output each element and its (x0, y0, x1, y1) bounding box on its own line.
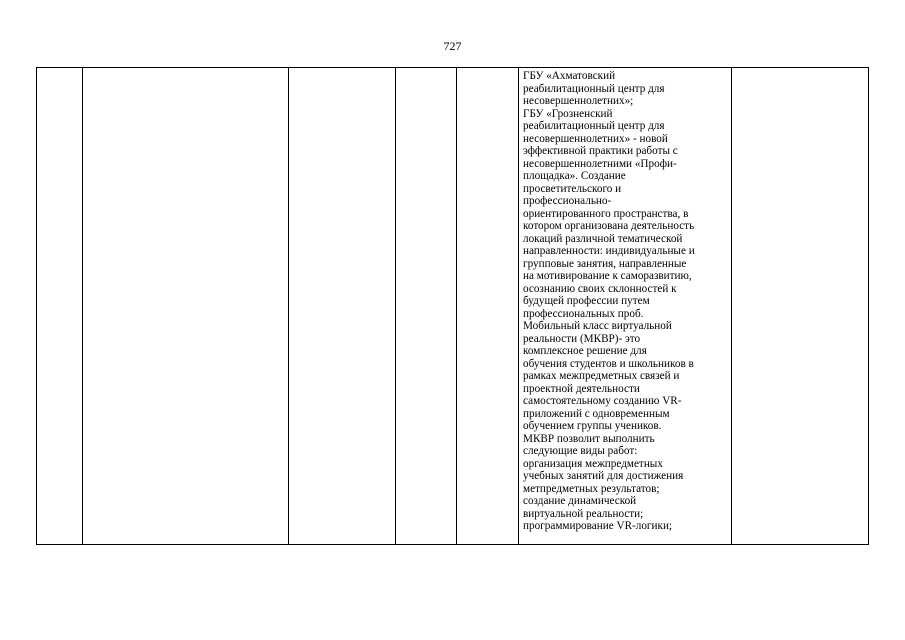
description-text (519, 68, 731, 533)
description-line: обучения студентов и школьников в (523, 357, 694, 370)
description-line: реабилитационный центр для (523, 120, 665, 132)
description-line: будущей профессии путем (523, 295, 650, 307)
description-line: следующие виды работ: (523, 445, 638, 457)
page-number: 727 (443, 39, 462, 53)
description-line: ГБУ «Ахматовский (523, 70, 616, 82)
description-line: несовершеннолетних»; (523, 95, 634, 107)
description-line: обучением группы учеников. (523, 420, 662, 432)
description-line: локаций различной тематической (523, 232, 683, 245)
description-line: проектной деятельности (523, 382, 640, 395)
description-line: приложений с одновременным (523, 407, 670, 420)
description-line: ГБУ «Грозненский (523, 107, 613, 120)
description-line: ориентированного пространства, в (523, 207, 689, 220)
description-line: организация межпредметных (523, 457, 663, 470)
description-line: МКВР позволит выполнить (523, 432, 655, 445)
description-line: профессиональных проб. (523, 307, 644, 320)
description-line: котором организована деятельность (523, 220, 695, 232)
table-cell-7 (732, 68, 869, 545)
description-line: групповые занятия, направленные (523, 257, 687, 270)
table-cell-title (83, 68, 289, 545)
table-row (37, 68, 869, 545)
table-cell-4 (396, 68, 457, 545)
description-line: комплексное решение для (523, 345, 647, 357)
description-line: просветительского и (523, 182, 622, 195)
description-line: эффективной практики работы с (523, 145, 678, 157)
description-line: несовершеннолетних» - новой (523, 132, 668, 145)
description-line: профессионально- (523, 195, 612, 207)
description-line: реабилитационный центр для (523, 82, 665, 95)
description-line: площадка». Создание (523, 170, 626, 182)
table-cell-description (519, 68, 732, 545)
description-line: осознанию своих склонностей к (523, 282, 677, 295)
description-line: самостоятельному созданию VR- (523, 395, 682, 407)
description-line: направленности: индивидуальные и (523, 245, 695, 257)
description-line: на мотивирование к саморазвитию, (523, 270, 692, 282)
description-line: создание динамической (523, 495, 637, 507)
description-line: рамках межпредметных связей и (523, 370, 680, 382)
table-cell-3 (289, 68, 396, 545)
description-line: учебных занятий для достижения (523, 470, 684, 482)
description-line: программирование VR-логики; (523, 520, 673, 532)
description-line: метпредметных результатов; (523, 482, 660, 495)
description-line: несовершеннолетними «Профи- (523, 157, 677, 170)
table-cell-5 (457, 68, 519, 545)
description-line: виртуальной реальности; (523, 507, 644, 520)
document-table (36, 67, 869, 545)
description-line: Мобильный класс виртуальной (523, 320, 672, 332)
description-line: реальности (МКВР)- это (523, 332, 641, 345)
table-cell-number (37, 68, 83, 545)
